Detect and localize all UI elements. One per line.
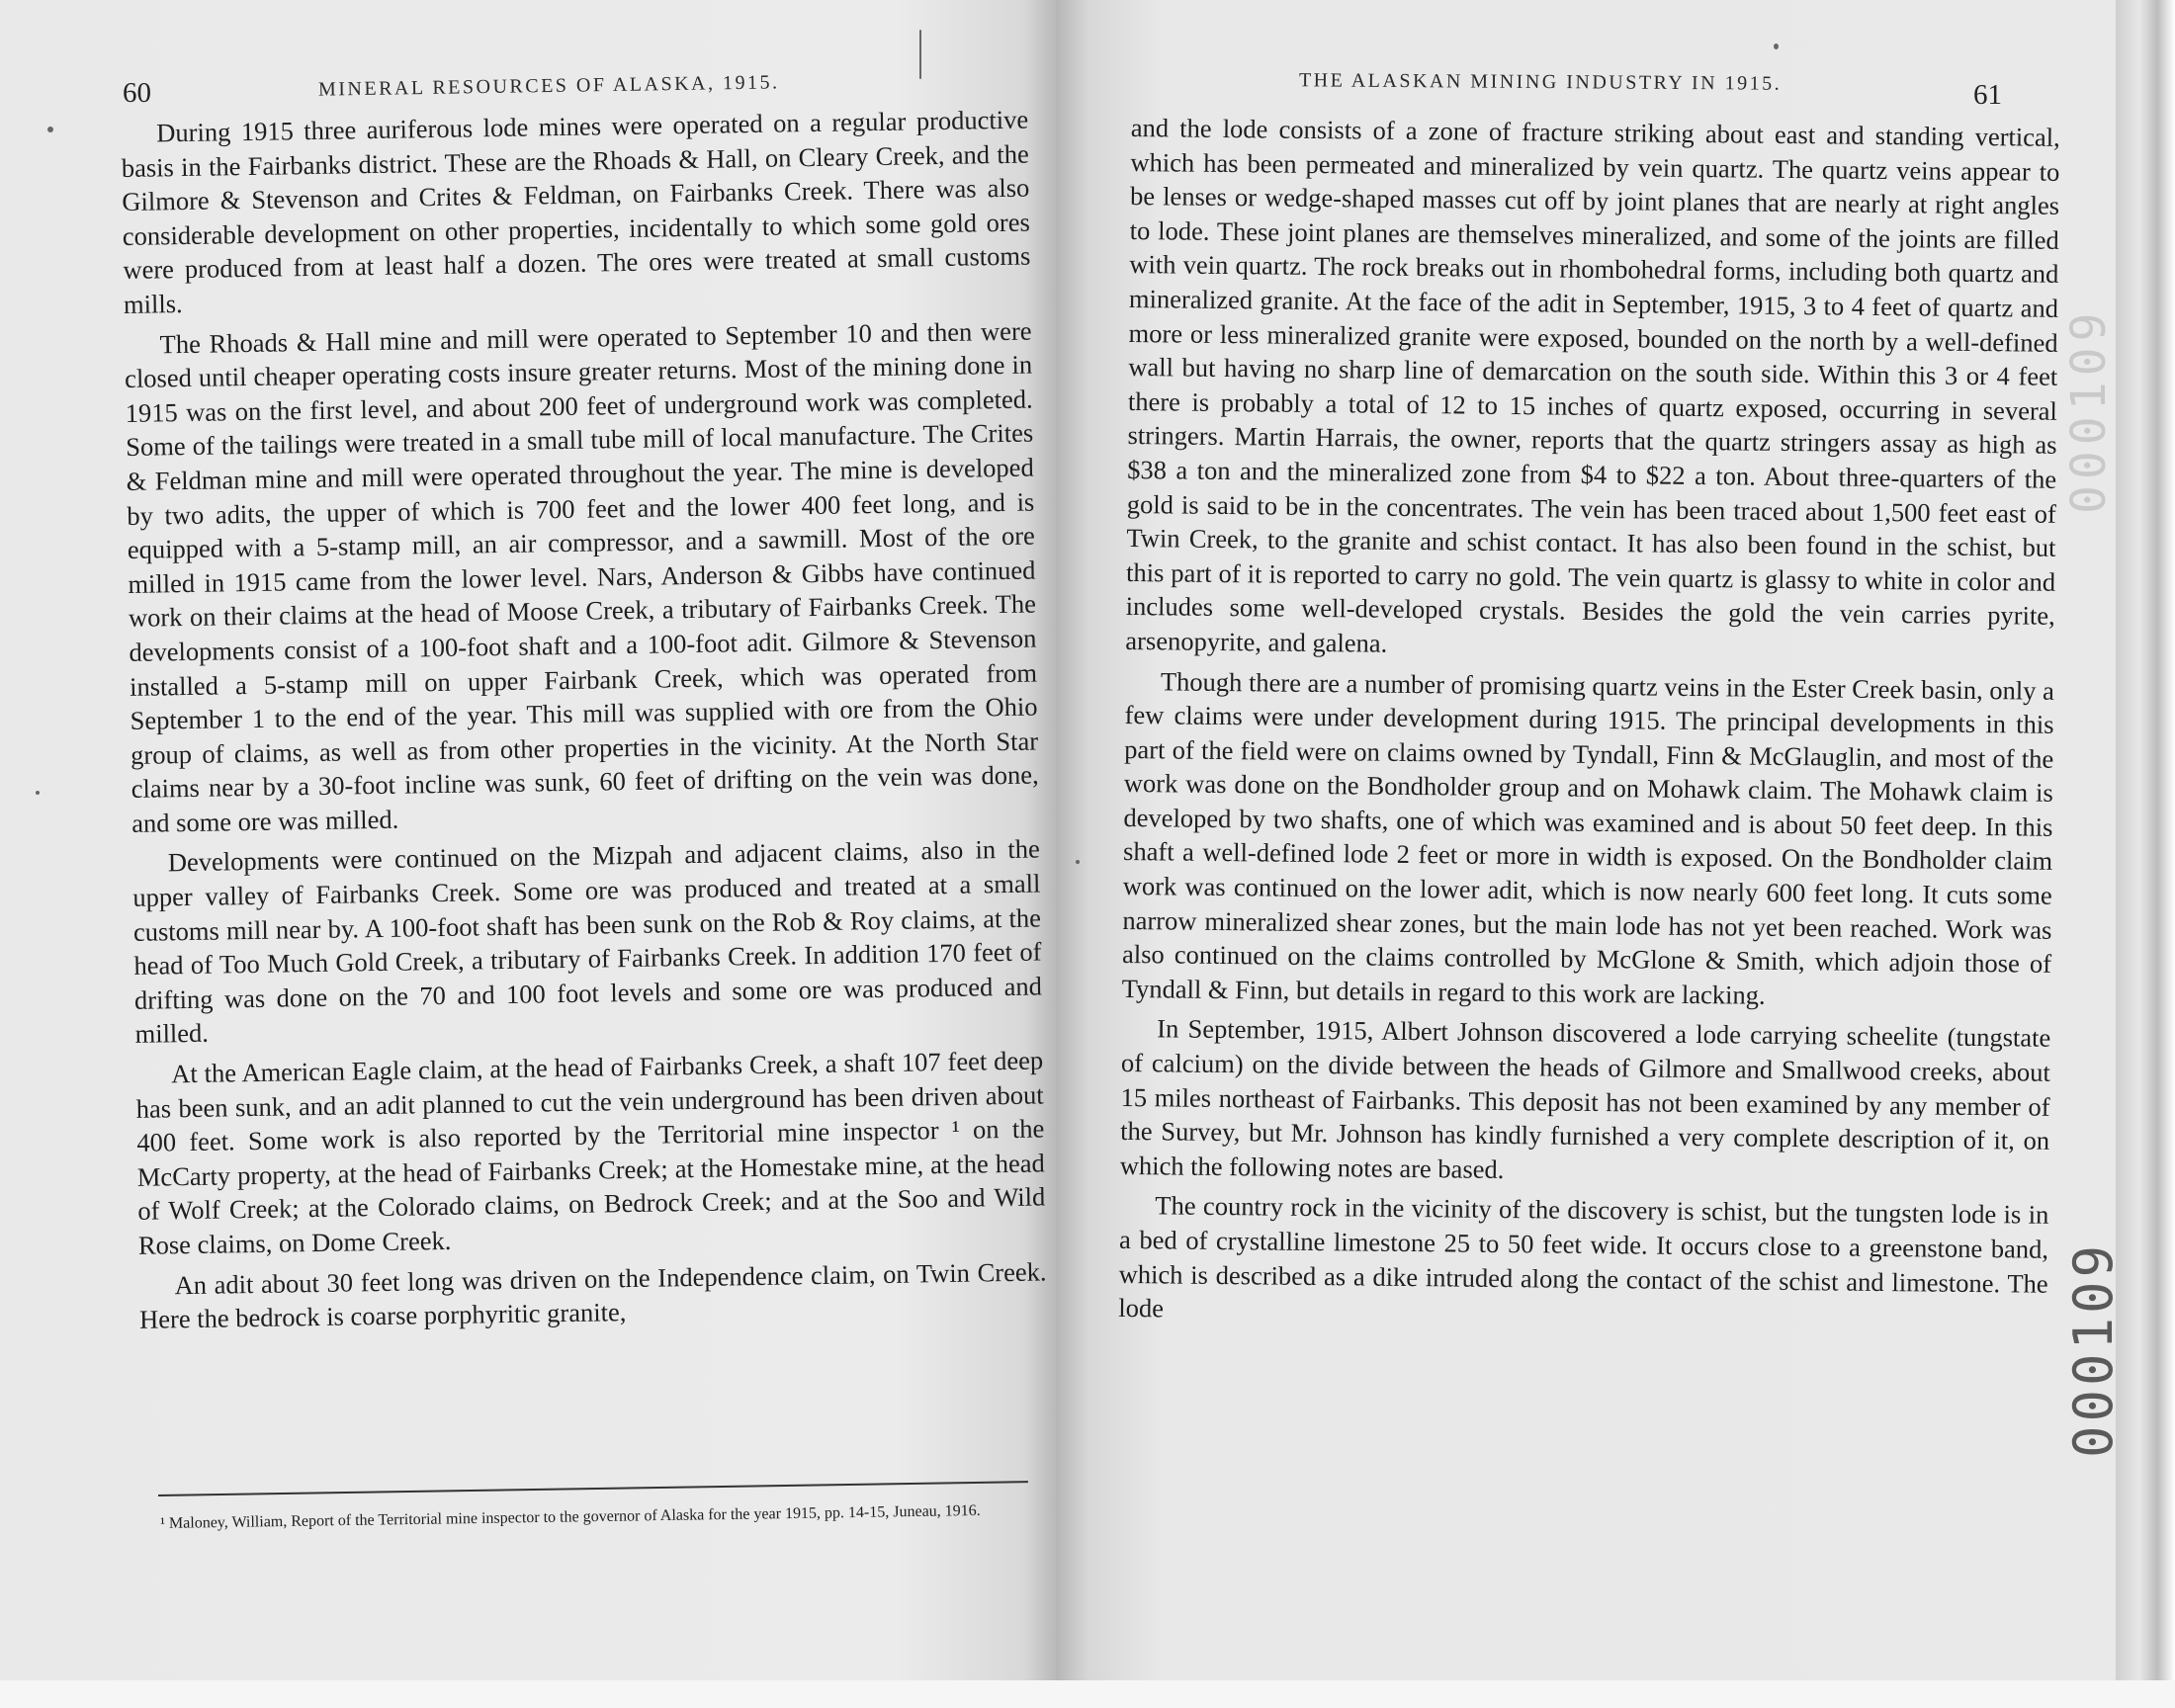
bleed-through-stamp: 000109 — [2061, 306, 2117, 514]
paragraph: Though there are a number of promising quartz veins in the Ester Creek basin, only a few claims were under development during 1915. The principal developments in this part of the field were on claims owned by Tyndall, Finn & McGlauglin, and most of the work was done on the Bondholder group and on Mohawk claim. The Mohawk claim is developed by two shafts, one of which was examined and is about 50 feet deep. In this shaft a well-defined lode 2 feet or more in width is exposed. On the Bondholder claim work was continued on the lower adit, which is now nearly 600 feet long. It cuts some narrow mineralized shear zones, but the main lode has not yet been reached. Work was also continued on the claims controlled by McGlone & Smith, which adjoin those of Tyndall & Finn, but details in regard to this work are lacking. — [1121, 665, 2055, 1010]
page-number-left: 60 — [123, 77, 151, 109]
footnote: ¹ Maloney, William, Report of the Territorial mine inspector to the governor of Alaska for the year 1915, pp. 14-15, Juneau, 1916. — [160, 1501, 981, 1532]
left-body-text — [121, 103, 1047, 1343]
right-page — [1056, 0, 2116, 1708]
left-page — [0, 0, 1056, 1708]
scan-speck — [1076, 860, 1080, 864]
scan-border — [0, 1680, 2175, 1708]
paragraph: The country rock in the vicinity of the discovery is schist, but the tungsten lode is in a bed of crystalline limestone 25 to 50 feet wide. It occurs close to a greenstone band, which is described as a dike intruded along the contact of the schist and limestone. The lode — [1118, 1190, 2049, 1324]
archive-stamp: 000109 — [2062, 1240, 2125, 1458]
scan-speck — [1774, 43, 1779, 49]
paragraph: An adit about 30 feet long was driven on the Independence claim, on Twin Creek. Here the bedrock is coarse porphyritic granite, — [138, 1256, 1047, 1335]
running-head-right: THE ALASKAN MINING INDUSTRY IN 1915. — [1298, 69, 1783, 95]
paragraph: and the lode consists of a zone of fracture striking about east and standing vertical, which has been permeated and mineralized by vein quartz. The quartz veins appear to be lenses or wedge-shaped masses cut off by joint planes that are nearly at right angles to lode. These joint planes are themselves mineralized, and some of the joints are filled with vein quartz. The rock breaks out in rhombohedral forms, including both quartz and mineralized granite. At the face of the adit in September, 1915, 3 to 4 feet of quartz and more or less mineralized granite were exposed, bounded on the north by a well-defined wall but having no sharp line of demarcation on the south side. Within this 3 or 4 feet there is probably a total of 12 to 15 inches of quartz exposed, occurring in several stringers. Martin Harrais, the owner, reports that the quartz stringers assay as high as $38 a ton and the mineralized zone from $4 to $22 a ton. About three-quarters of the gold is said to be in the concentrates. The vein has been traced about 1,500 feet east of Twin Creek, to the granite and schist contact. It has also been found in the schist, but this part of it is reported to carry no gold. The vein quartz is glassy to white in color and includes some well-developed crystals. Besides the gold the vein carries pyrite, arsenopyrite, and galena. — [1125, 112, 2060, 658]
paragraph: At the American Eagle claim, at the head of Fairbanks Creek, a shaft 107 feet deep has been sunk, and an adit planned to cut the vein underground has been driven about 400 feet. Some work is also reported by the Territorial mine inspector ¹ on the McCarty property, at the head of Fairbanks Creek; at the Homestake mine, at the head of Wolf Creek; at the Colorado claims, on Bedrock Creek; and at the Soo and Wild Rose claims, on Dome Creek. — [135, 1045, 1046, 1260]
scan-speck — [919, 30, 921, 79]
page-number-right: 61 — [1973, 79, 2002, 111]
paragraph: The Rhoads & Hall mine and mill were operated to September 10 and then were closed until cheaper operating costs insure greater returns. Most of the mining done in 1915 was on the first level, and about 200 feet of underground work was completed. Some of the tailings were treated in a small tube mill of local manufacture. The Crites & Feldman mine and mill were operated throughout the year. The mine is developed by two adits, the upper of which is 700 feet and the lower 400 feet long, and is equipped with a 5-stamp mill, an air compressor, and a sawmill. Most of the ore milled in 1915 came from the lower level. Nars, Anderson & Gibbs have continued work on their claims at the head of Moose Creek, a tributary of Fairbanks Creek. The developments consist of a 100-foot shaft and a 100-foot adit. Gilmore & Stevenson installed a 5-stamp mill on upper Fairbank Creek, which was operated from September 1 to the end of the year. This mill was supplied with ore from the Ohio group of claims, as well as from other properties in the vicinity. At the North Star claims near by a 30-foot incline was sunk, 60 feet of drifting on the vein was done, and some ore was milled. — [124, 315, 1039, 838]
scan-speck — [47, 127, 53, 132]
paragraph: In September, 1915, Albert Johnson discovered a lode carrying scheelite (tungstate of calcium) on the divide between the heads of Gilmore and Smallwood creeks, about 15 miles northeast of Fairbanks. This deposit has not been examined by any member of the Survey, but Mr. Johnson has kindly furnished a very complete description of it, on which the following notes are based. — [1119, 1013, 2051, 1184]
page-edge — [2116, 0, 2175, 1708]
right-body-text — [1118, 111, 2060, 1341]
running-head-left: MINERAL RESOURCES OF ALASKA, 1915. — [317, 71, 780, 101]
paragraph: During 1915 three auriferous lode mines were operated on a regular productive basis in the Fairbanks district. These are the Rhoads & Hall, on Cleary Creek, and the Gilmore & Stevenson and Crites & Feldman, on Fairbanks Creek. There was also considerable development on other properties, incidentally to which some gold ores were produced from at least half a dozen. The ores were treated at small customs mills. — [121, 104, 1031, 319]
scan-speck — [36, 791, 40, 795]
paragraph: Developments were continued on the Mizpah and adjacent claims, also in the upper valley of Fairbanks Creek. Some ore was produced and treated at a small customs mill near by. A 100-foot shaft has been sunk on the Rob & Roy claims, at the head of Too Much Gold Creek, a tributary of Fairbanks Creek. In addition 170 feet of drifting was done on the 70 and 100 foot levels and some ore was produced and milled. — [132, 833, 1043, 1050]
footnote-rule — [158, 1481, 1028, 1496]
